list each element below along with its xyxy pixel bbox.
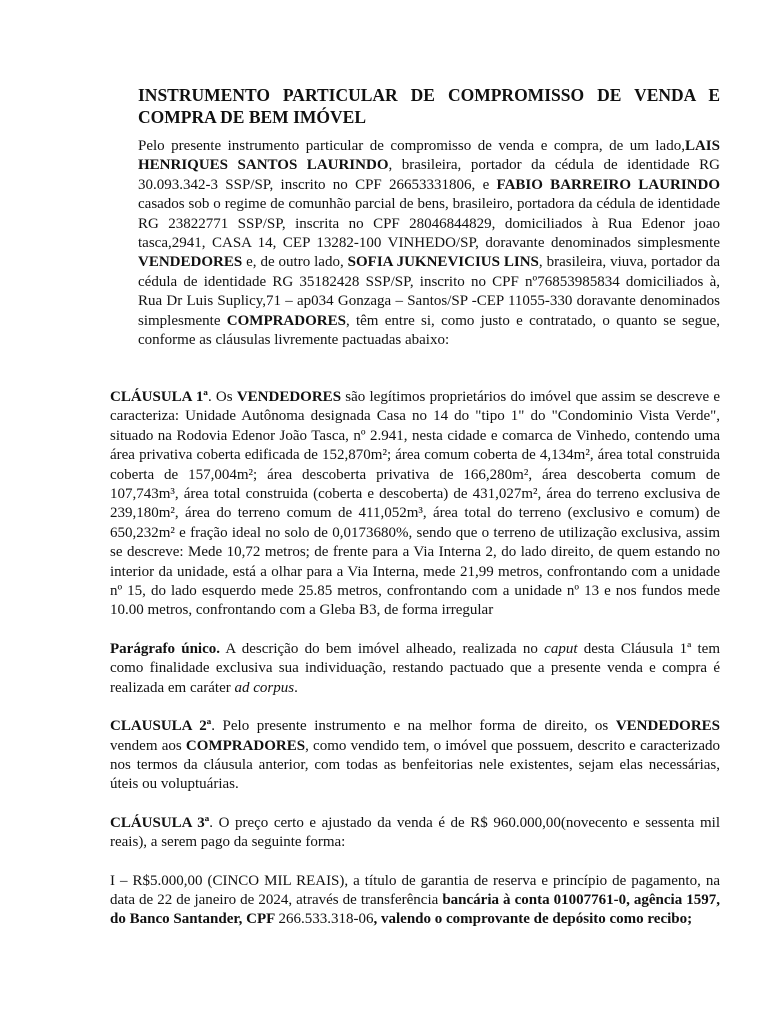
clause-text: I – R$5.000,00 (CINCO MIL REAIS), a título de garantia de reserva e princípio de pagamento, na data de 22 de janeiro de 2024, através de transferência — [110, 872, 720, 908]
clauses-section — [110, 388, 720, 949]
buyers-term: COMPRADORES — [226, 312, 346, 329]
document-title: INSTRUMENTO PARTICULAR DE COMPROMISSO DE VENDA E COMPRA DE BEM IMÓVEL — [138, 85, 720, 127]
ad-corpus-term: ad corpus — [234, 679, 295, 696]
clause-text: . O preço certo e ajustado da venda é de R$ 960.000,00(novecento e sessenta mil reais), a serem pago da seguinte forma: — [110, 814, 721, 851]
bank-details: bancária à conta 01007761-0, agência 1597, do Banco Santander, CPF — [110, 891, 721, 928]
intro-text: e, de outro lado, — [242, 254, 348, 271]
intro-text: Pelo presente instrumento particular de compromisso de venda e compra, de um lado, — [138, 138, 685, 154]
cpf-number: 266.533.318-06 — [278, 911, 374, 928]
intro-text: casados sob o regime de comunhão parcial de bens, brasileiro, portadora da cédula de identidade RG 23822771 SSP/SP, inscrita no CPF 28046844829, domiciliados à Rua Edenor joao tasca,2941, CASA 14, CEP 13282-100 VINHEDO/SP, doravante denominados simplesmente — [138, 196, 720, 252]
clause-text: . Pelo presente instrumento e na melhor forma de direito, os — [211, 718, 616, 735]
sellers-term: VENDEDORES — [615, 718, 720, 735]
clause-1 — [110, 388, 720, 621]
intro-paragraph — [138, 137, 720, 350]
clause-1-heading: CLÁUSULA 1ª — [110, 389, 208, 405]
intro-text: , brasileira, portador da cédula de identidade RG 30.093.342-3 SSP/SP, inscrito no CPF 26653331806, e — [138, 157, 720, 193]
sole-paragraph — [110, 640, 720, 698]
buyers-term: COMPRADORES — [185, 737, 306, 754]
payment-item-1 — [110, 872, 720, 930]
buyer-name: SOFIA JUKNEVICIUS LINS — [347, 254, 539, 271]
clause-2-heading: CLAUSULA 2ª — [110, 718, 212, 735]
clause-text: são legítimos proprietários do imóvel que assim se descreve e caracteriza: Unidade Autônoma designada Casa no 14 do "tipo 1" do "Condominio Vista Verde", situado na Rodovia Edenor João Tasca, nº 2.941, nesta cidade e comarca de Vinhedo, contendo uma área privativa coberta edificada de 152,870m²; área comum coberta de 4,134m², área total construida coberta de 157,004m²; área descoberta privativa de 166,280m², área descoberta comum de 107,743m³, área total construida (coberta e descoberta) de 431,027m², área do terreno exclusiva de 239,180m², área do terreno comum de 411,052m³, área total do terreno (exclusivo e comum) de 650,232m² e fração ideal no solo de 0,0173680%, sendo que o terreno de utilização exclusiva, assim se descreve: Mede 10,72 metros; de frente para a Via Interna 2, do lado direito, de quem estando no interior da unidade, está a olhar para a Via Interna, mede 21,99 metros, confrontando com a unidade nº 15, do lado esquerdo mede 25.85 metros, confrontando com a unidade nº 13 e nos fundos mede 10.00 metros, confrontando com a Gleba B3, de forma irregular — [110, 389, 721, 619]
seller-name-2: FABIO BARREIRO LAURINDO — [496, 176, 720, 193]
caput-term: caput — [544, 640, 578, 657]
clause-text: A descrição do bem imóvel alheado, realizada no — [220, 640, 545, 657]
clause-3 — [110, 814, 720, 853]
clause-3-heading: CLÁUSULA 3ª — [110, 814, 210, 831]
intro-text: , têm entre si, como justo e contratado, o quanto se segue, conforme as cláusulas livremente pactuadas abaixo: — [138, 312, 720, 349]
clause-2 — [110, 717, 720, 795]
clause-text: , como vendido tem, o imóvel que possuem, descrito e caracterizado nos termos da cláusula anterior, com todas as benfeitorias nele existentes, sejam elas necessárias, úteis ou voluptuárias. — [110, 737, 720, 793]
receipt-clause: , valendo o comprovante de depósito como recibo; — [373, 911, 693, 928]
seller-name-1: LAIS HENRIQUES SANTOS LAURINDO — [138, 138, 720, 174]
sellers-term: VENDEDORES — [236, 389, 342, 405]
intro-text: , brasileira, viuva, portador da cédula de identidade RG 35182428 SSP/SP, inscrito no CPF nº76853985834 domiciliados à, Rua Dr Luis Suplicy,71 – ap034 Gonzaga – Santos/SP -CEP 11055-330 doravante denominados simplesmente — [138, 254, 720, 329]
clause-text: . — [294, 679, 298, 696]
sole-paragraph-heading: Parágrafo único. — [110, 640, 220, 657]
clause-text: vendem aos — [110, 737, 186, 754]
clause-text: desta Cláusula 1ª tem como finalidade exclusiva sua individuação, restando pactuado que a presente venda e compra é realizada em caráter — [110, 640, 720, 696]
clause-text: . Os — [207, 389, 237, 405]
sellers-term: VENDEDORES — [138, 254, 243, 271]
